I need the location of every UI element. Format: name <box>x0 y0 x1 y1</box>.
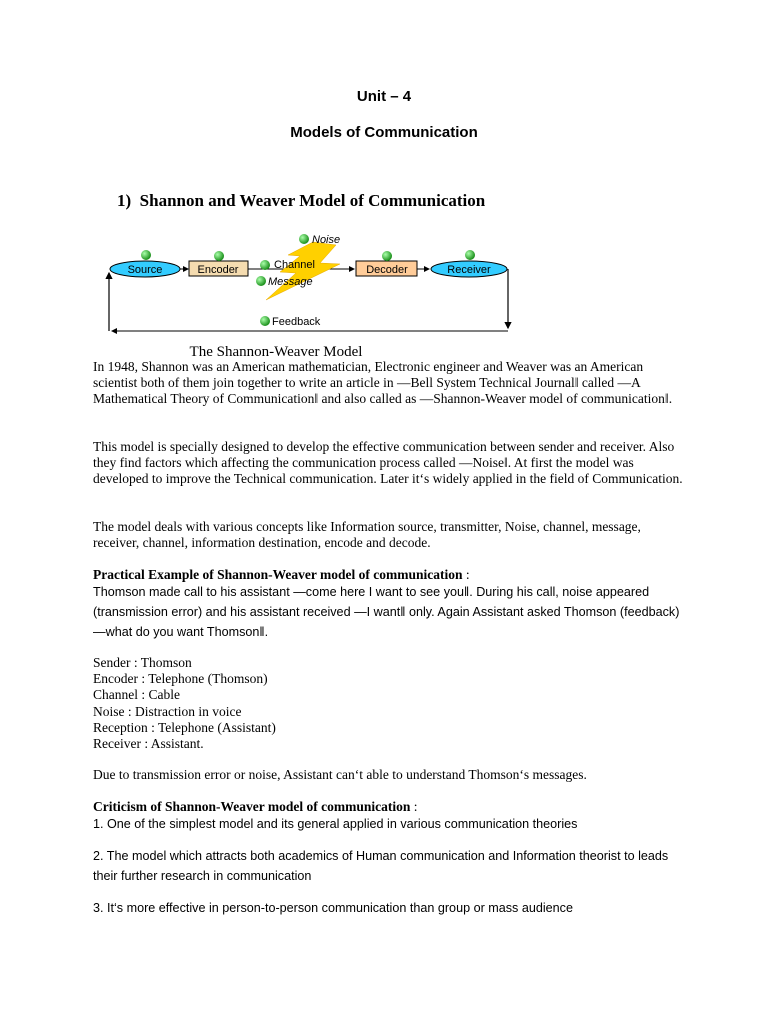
section-heading-text: Shannon and Weaver Model of Communication <box>139 191 486 210</box>
role-encoder: Encoder : Telephone (Thomson) <box>93 671 268 687</box>
criticism-heading-colon: : <box>410 799 418 814</box>
criticism-heading <box>93 799 683 815</box>
encoder-dot-icon <box>214 251 224 261</box>
example-heading-colon: : <box>462 567 470 582</box>
example-text: Thomson made call to his assistant ―come here I want to see you‖. During his call, noise appeared (transmission error) and his assistant received ―I want‖ only. Again Assistant asked Thomson (feedback) ―what do you want Thomson‖. <box>93 585 680 639</box>
criticism-point-1: 1. One of the simplest model and its general applied in various communication theories <box>93 817 578 831</box>
intro-paragraph: In 1948, Shannon was an American mathematician, Electronic engineer and Weaver was an American scientist both of them join together to write an article in ―Bell System Technical Journal‖ called ―A Mathematical Theory of Communication‖ and also called as ―Shannon-Weaver model of communication‖. <box>93 359 673 407</box>
noise-dot-icon <box>299 234 309 244</box>
design-paragraph: This model is specially designed to develop the effective communication between sender and receiver. Also they find factors which affecting the communication process called ―Noise‖. At first the model was developed to improve the Technical communication. Later it‘s widely applied in the field of Communication. <box>93 439 683 487</box>
criticism-point-3: 3. It‘s more effective in person-to-person communication than group or mass audience <box>93 901 573 915</box>
role-noise: Noise : Distraction in voice <box>93 703 242 719</box>
source-label: Source <box>127 264 163 276</box>
feedback-label: Feedback <box>272 316 321 328</box>
criticism-point-2: 2. The model which attracts both academics of Human communication and Information theorist to leads their further research in communication <box>93 849 669 883</box>
example-heading <box>93 567 683 583</box>
decoder-label: Decoder <box>366 264 408 276</box>
receiver-dot-icon <box>465 250 475 260</box>
encoder-label: Encoder <box>197 264 239 276</box>
channel-dot-icon <box>260 260 270 270</box>
role-channel: Channel : Cable <box>93 687 180 703</box>
receiver-label: Receiver <box>447 264 491 276</box>
example-heading-text: Practical Example of Shannon-Weaver model of communication <box>93 567 463 582</box>
unit-title: Unit – 4 <box>356 88 412 105</box>
source-dot-icon <box>141 250 151 260</box>
decoder-dot-icon <box>382 251 392 261</box>
feedback-dot-icon <box>260 316 270 326</box>
noise-lightning-icon <box>266 242 340 300</box>
diagram-caption: The Shannon-Weaver Model <box>189 344 363 360</box>
message-label: Message <box>268 276 313 288</box>
message-dot-icon <box>256 276 266 286</box>
channel-label: Channel <box>274 259 315 271</box>
criticism-heading-text: Criticism of Shannon-Weaver model of communication <box>93 799 411 814</box>
document-title: Models of Communication <box>290 124 478 141</box>
conclusion-paragraph: Due to transmission error or noise, Assistant can‘t able to understand Thomson‘s messages. <box>93 767 587 782</box>
section-number: 1) <box>117 191 132 210</box>
role-reception: Reception : Telephone (Assistant) <box>93 719 276 735</box>
role-receiver: Receiver : Assistant. <box>93 736 204 752</box>
roles-list <box>93 655 683 752</box>
section-heading <box>117 191 485 211</box>
role-sender: Sender : Thomson <box>93 655 192 670</box>
noise-label: Noise <box>312 234 341 246</box>
shannon-weaver-diagram <box>100 228 520 360</box>
concepts-paragraph: The model deals with various concepts like Information source, transmitter, Noise, channel, message, receiver, channel, information destination, encode and decode. <box>93 519 641 551</box>
